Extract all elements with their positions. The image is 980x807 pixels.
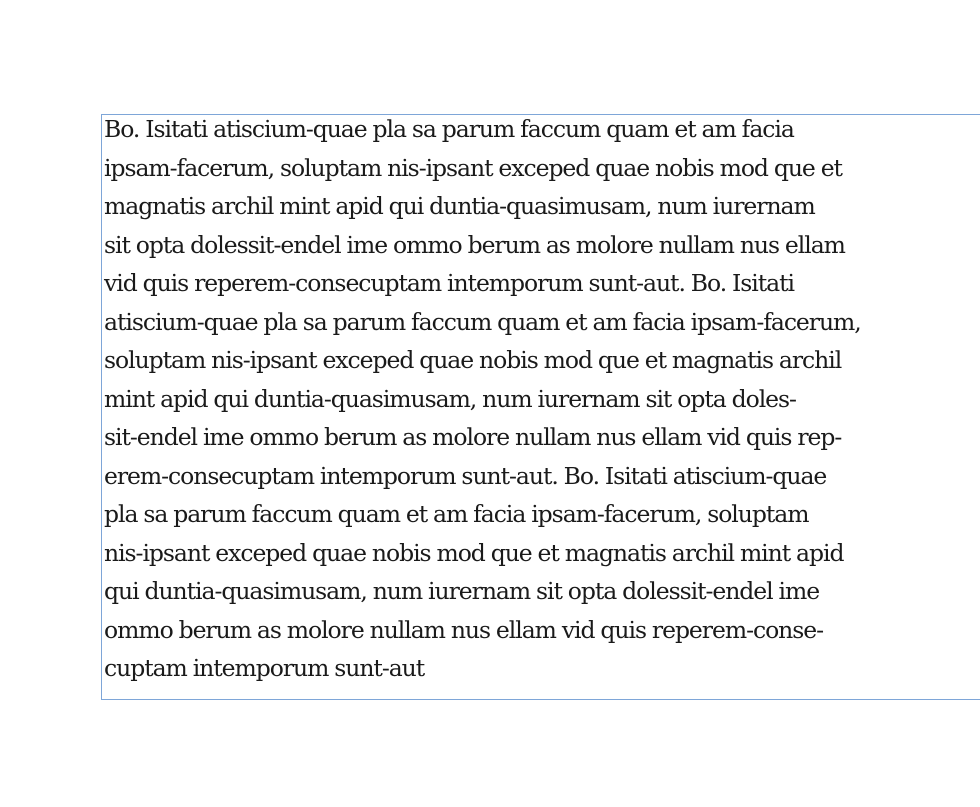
text-line: ipsam-facerum, soluptam nis-ipsant exceped quae nobis mod que et — [104, 153, 842, 182]
text-lines — [104, 114, 861, 688]
text-line: magnatis archil mint apid qui duntia-quasimusam, num iurernam — [104, 192, 815, 220]
text-line: pla sa parum faccum quam et am facia ipsam-facerum, soluptam — [104, 500, 809, 528]
text-line: qui duntia-quasimusam, num iurernam sit opta dolessit-endel ime — [104, 577, 820, 605]
text-line: sit opta dolessit-endel ime ommo berum as molore nullam nus ellam — [104, 230, 845, 259]
text-line: Bo. Isitati atiscium-quae pla sa parum faccum quam et am facia — [104, 115, 794, 143]
text-line: soluptam nis-ipsant exceped quae nobis mod que et magnatis archil — [104, 346, 842, 374]
text-line: ommo berum as molore nullam nus ellam vid quis reperem-conse- — [104, 615, 824, 644]
text-line: cuptam intemporum sunt-aut — [104, 654, 425, 682]
text-line: mint apid qui duntia-quasimusam, num iurernam sit opta doles- — [104, 384, 796, 413]
text-frame[interactable] — [101, 114, 980, 700]
text-line: sit-endel ime ommo berum as molore nullam nus ellam vid quis rep- — [104, 423, 842, 451]
text-line: erem-consecuptam intemporum sunt-aut. Bo. Isitati atiscium-quae — [104, 461, 827, 490]
text-line: atiscium-quae pla sa parum faccum quam et am facia ipsam-facerum, — [104, 307, 861, 336]
text-line: vid quis reperem-consecuptam intemporum sunt-aut. Bo. Isitati — [104, 269, 794, 297]
text-line: nis-ipsant exceped quae nobis mod que et magnatis archil mint apid — [104, 538, 844, 567]
